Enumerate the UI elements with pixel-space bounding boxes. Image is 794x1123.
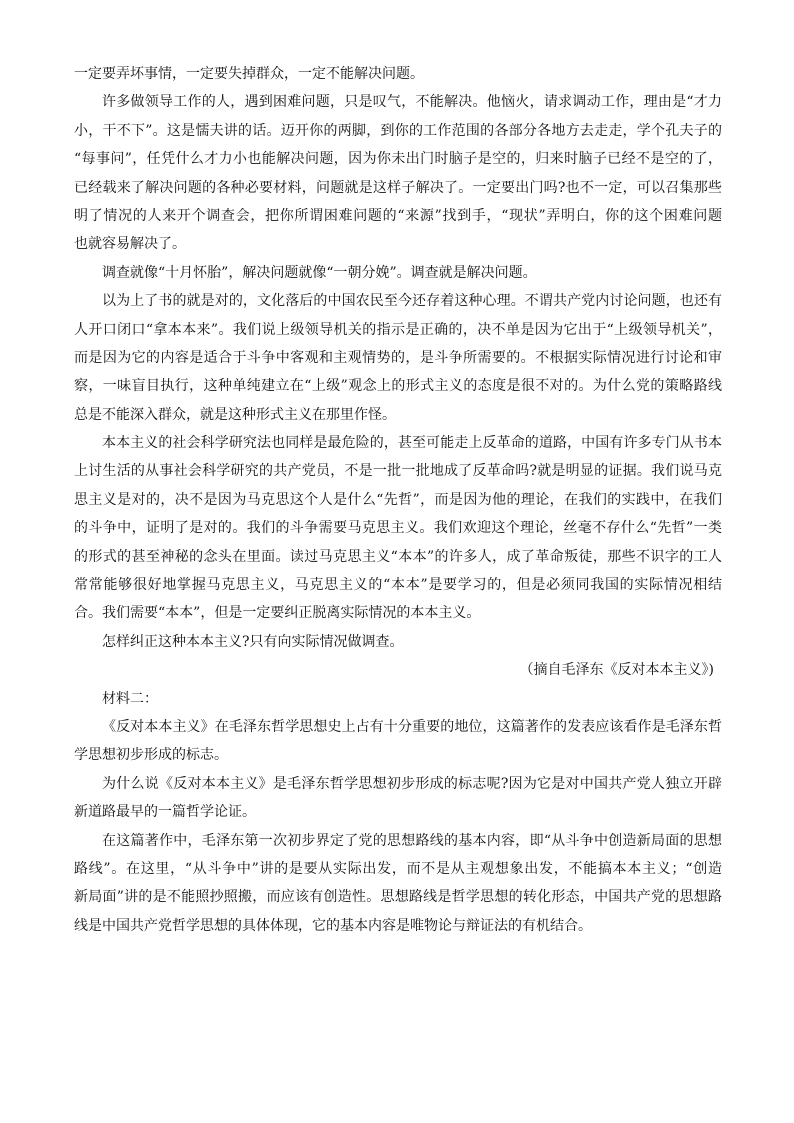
text-line: 以为上了书的就是对的，文化落后的中国农民至今还存着这种心理。不谓共产党内讨论问题，也还有 — [102, 293, 722, 310]
text-line: 新局面”讲的是不能照抄照搬，而应该有创造性。思想路线是哲学思想的转化形态，中国共产党的思想路 — [74, 889, 722, 906]
text-line: 上讨生活的从事社会科学研究的共产党员，不是一批一批地成了反革命吗?就是明显的证据。我们说马克 — [74, 463, 722, 480]
text-line: 总是不能深入群众，就是这种形式主义在那里作怪。 — [74, 406, 396, 423]
text-line: 材料二： — [102, 690, 158, 707]
text-line: 人开口闭口“拿本本来”。我们说上级领导机关的指示是正确的，决不单是因为它出于“上级领导机关”， — [74, 321, 722, 338]
text-line: 的形式的甚至神秘的念头在里面。读过马克思主义“本本”的许多人，成了革命叛徒，那些不识字的工人 — [74, 548, 722, 565]
text-line: 在这篇著作中，毛泽东第一次初步界定了党的思想路线的基本内容，即“从斗争中创造新局面的思想 — [102, 832, 722, 849]
text-line: 的斗争中，证明了是对的。我们的斗争需要马克思主义。我们欢迎这个理论，丝毫不存什么“先哲”一类 — [74, 520, 722, 537]
text-line: 一定要弄坏事情，一定要失掉群众，一定不能解决问题。 — [74, 66, 424, 82]
text-line: 本本主义的社会科学研究法也同样是最危险的，甚至可能走上反革命的道路，中国有许多专门从书本 — [102, 435, 722, 452]
text-line: 也就容易解决了。 — [74, 236, 186, 253]
text-line: 怎样纠正这种本本主义?只有向实际情况做调查。 — [102, 633, 404, 650]
document-page — [74, 60, 722, 940]
text-line: 常常能够很好地掌握马克思主义，马克思主义的“本本”是要学习的，但是必须同我国的实际情况相结 — [74, 577, 722, 594]
text-line: 已经载来了解决问题的各种必要材料，问题就是这样子解决了。一定要出门吗?也不一定，可以召集那些 — [74, 179, 722, 196]
text-line: 学思想初步形成的标志。 — [74, 747, 228, 764]
text-line: 小，干不下”。这是懦夫讲的话。迈开你的两脚，到你的工作范围的各部分各地方去走走，学个孔夫子的 — [74, 122, 722, 139]
text-line: 察，一味盲目执行，这种单纯建立在“上级”观念上的形式主义的态度是很不对的。为什么党的策略路线 — [74, 378, 722, 395]
text-line: 明了情况的人来开个调查会，把你所谓困难问题的“来源”找到手，“现状”弄明白，你的这个困难问题 — [74, 207, 722, 224]
text-line: “每事问”，任凭什么才力小也能解决问题，因为你未出门时脑子是空的，归来时脑子已经不是空的了， — [74, 151, 722, 168]
text-line: 而是因为它的内容是适合于斗争中客观和主观情势的，是斗争所需要的。不根据实际情况进行讨论和审 — [74, 349, 722, 366]
text-line: 合。我们需要“本本”，但是一定要纠正脱离实际情况的本本主义。 — [74, 605, 481, 622]
text-line: （摘自毛泽东《反对本本主义》) — [519, 662, 714, 679]
text-line: 线是中国共产党哲学思想的具体体现，它的基本内容是唯物论与辩证法的有机结合。 — [74, 917, 592, 934]
text-line: 新道路最早的一篇哲学论证。 — [74, 804, 256, 821]
text-line: 路线”。在这里，“从斗争中”讲的是要从实际出发，而不是从主观想象出发，不能搞本本主义；“创造 — [74, 860, 722, 877]
text-line: 为什么说《反对本本主义》是毛泽东哲学思想初步形成的标志呢?因为它是对中国共产党人独立开辟 — [102, 775, 722, 792]
text-line: 许多做领导工作的人，遇到困难问题，只是叹气，不能解决。他恼火，请求调动工作，理由是“才力 — [102, 94, 722, 111]
text-line: 思主义是对的，决不是因为马克思这个人是什么“先哲”，而是因为他的理论，在我们的实践中，在我们 — [74, 491, 722, 508]
text-line: 《反对本本主义》在毛泽东哲学思想史上占有十分重要的地位，这篇著作的发表应该看作是毛泽东哲 — [102, 718, 722, 735]
text-line: 调查就像“十月怀胎”，解决问题就像“一朝分娩”。调查就是解决问题。 — [102, 264, 537, 281]
